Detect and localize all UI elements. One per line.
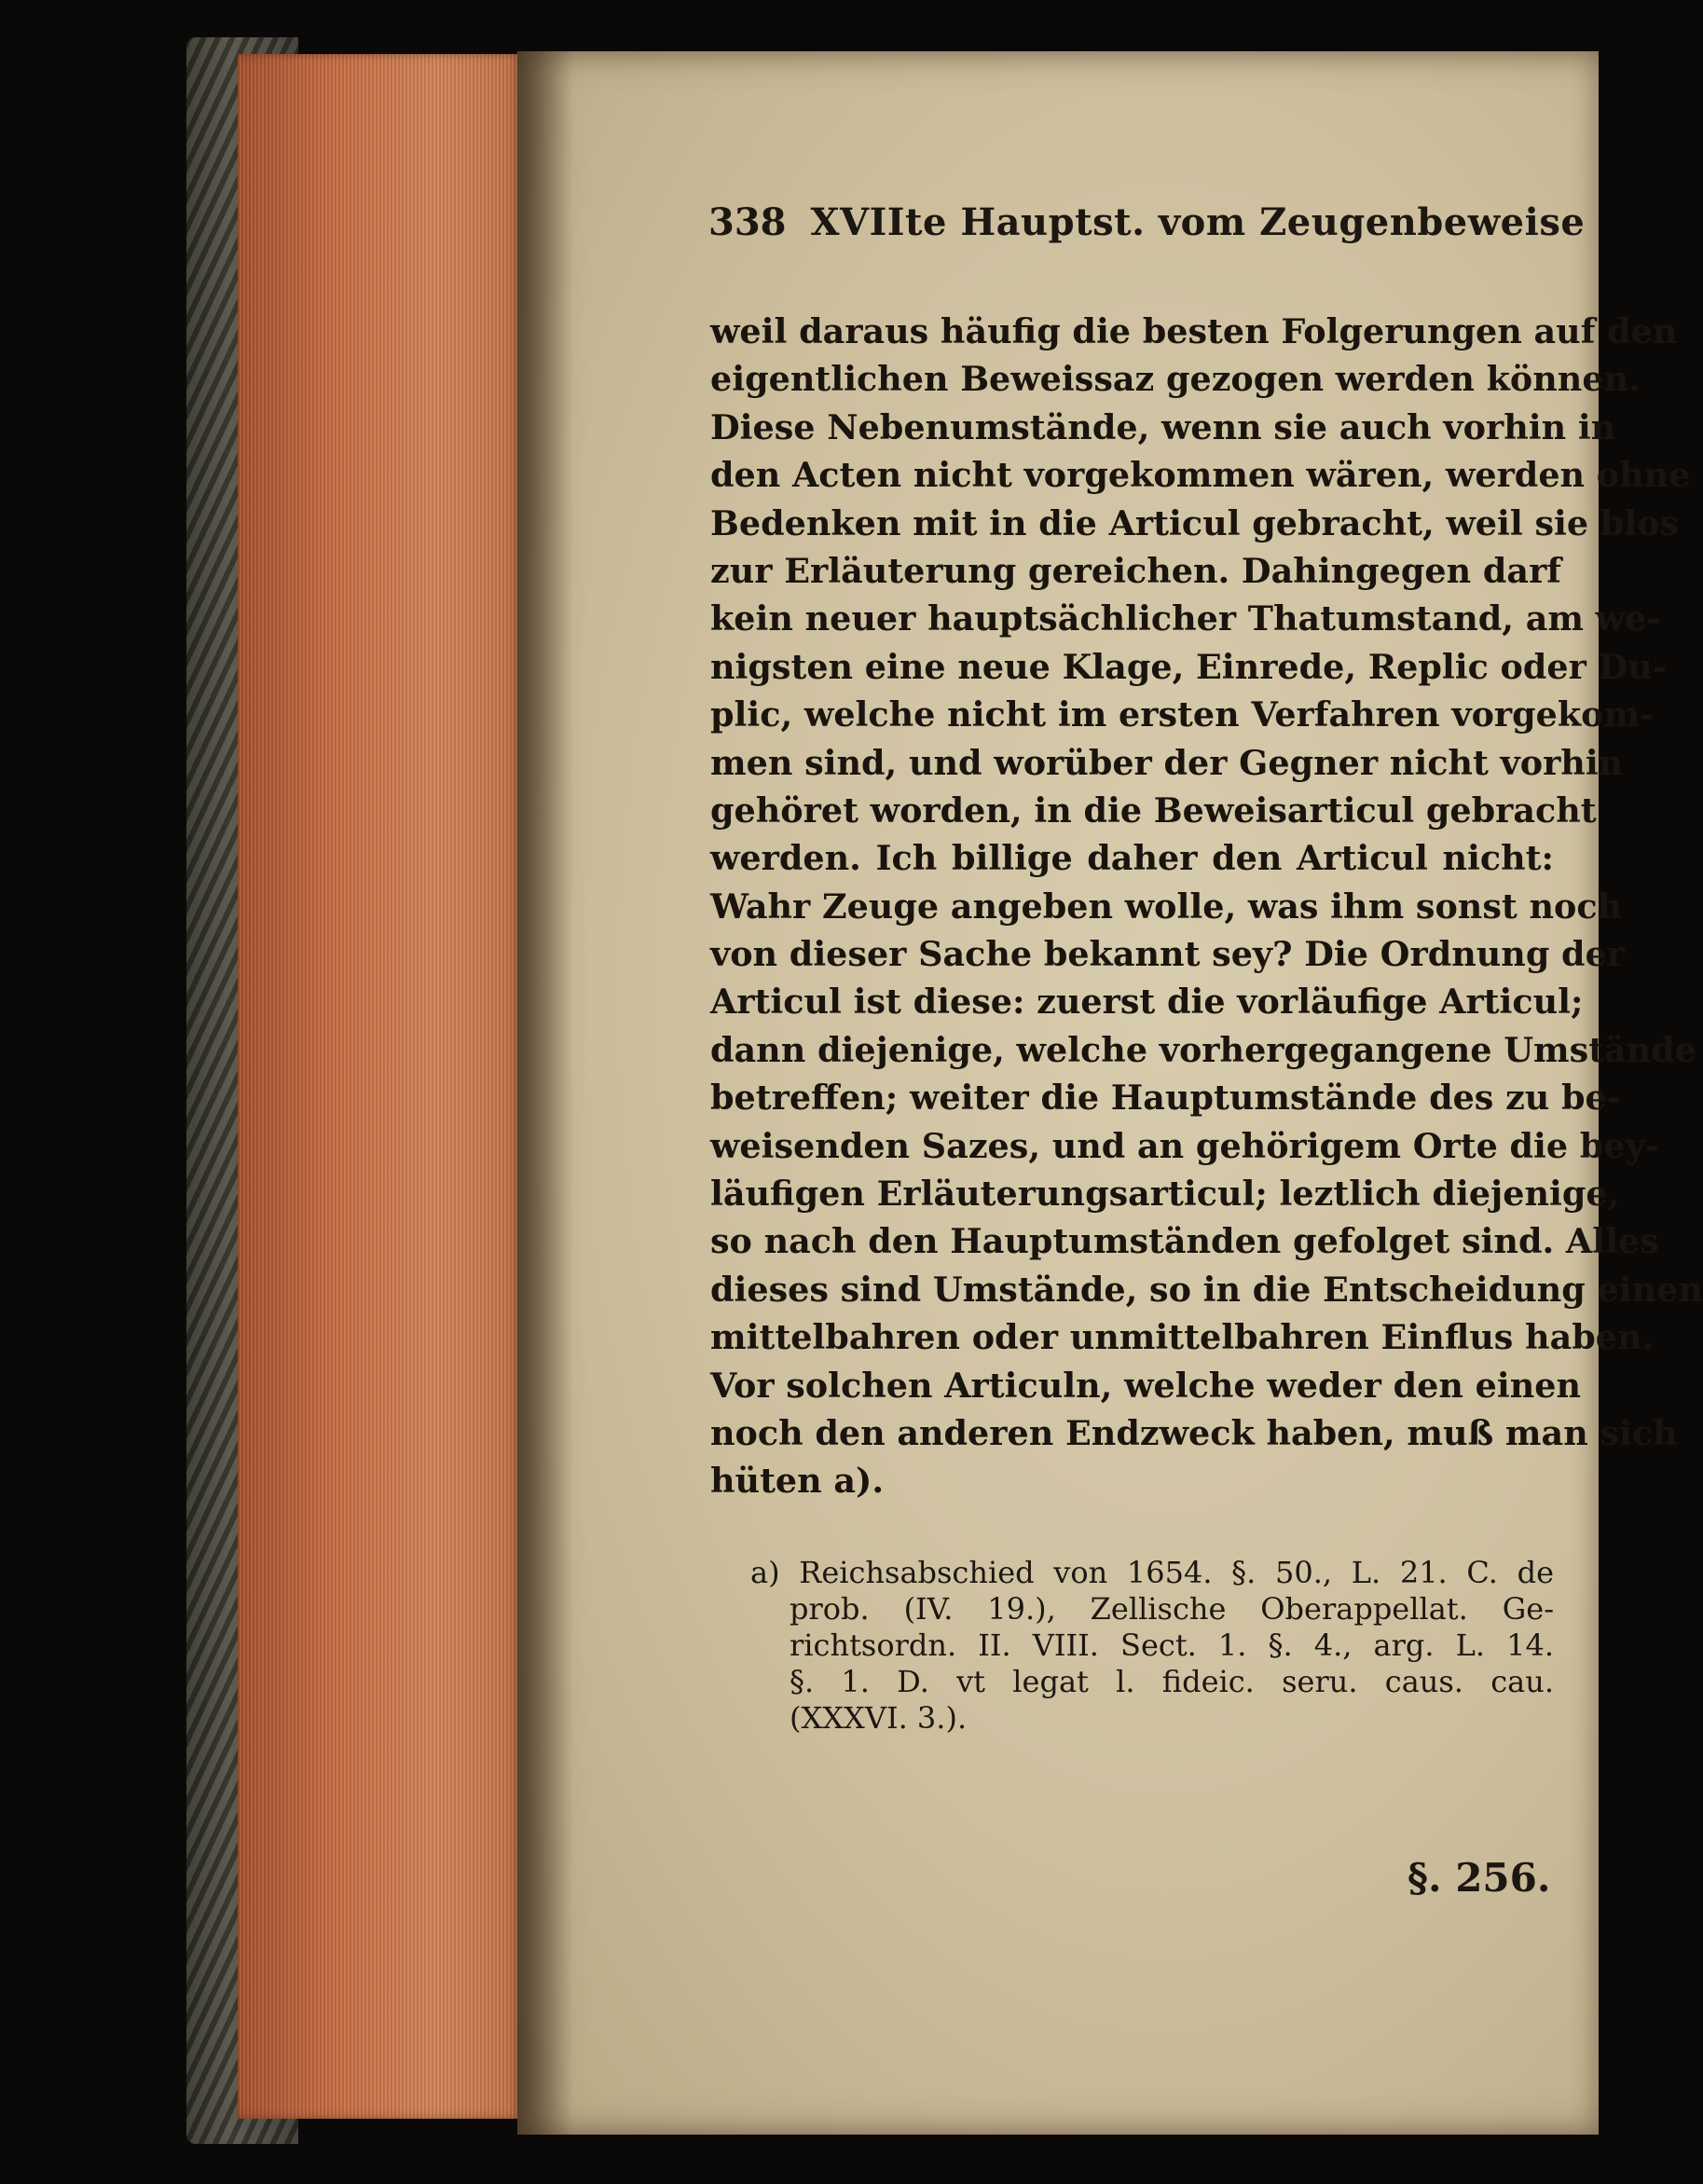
- text-line: mittelbahren oder unmittelbahren Einflus haben.: [710, 1317, 1655, 1358]
- running-head-title: XVIIte Hauptst. vom Zeugenbeweise: [810, 200, 1586, 244]
- page-number: 338: [708, 200, 787, 244]
- footnote-line: richtsordn. II. VIII. Sect. 1. §. 4., arg. L. 14.: [790, 1628, 1554, 1663]
- text-line: gehöret worden, in die Beweisarticul gebracht: [710, 790, 1597, 831]
- text-line: plic, welche nicht im ersten Verfahren vorgekom-: [710, 694, 1655, 735]
- text-line: Articul ist diese: zuerst die vorläufige Articul;: [710, 982, 1584, 1023]
- running-head: [708, 200, 1586, 244]
- text-line: läufigen Erläuterungsarticul; leztlich diejenige,: [710, 1174, 1620, 1215]
- text-line: men sind, und worüber der Gegner nicht vorhin: [710, 742, 1624, 783]
- text-line: so nach den Hauptumständen gefolget sind. Alles: [710, 1221, 1659, 1262]
- text-line: werden. Ich billige daher den Articul nicht:: [710, 838, 1554, 879]
- text-line: weisenden Sazes, und an gehörigem Orte die bey-: [710, 1125, 1659, 1166]
- text-line: Bedenken mit in die Articul gebracht, weil sie blos: [710, 502, 1680, 543]
- footnote-line: a) Reichsabschied von 1654. §. 50., L. 21. C. de: [750, 1555, 1554, 1590]
- page-edge: [238, 54, 522, 2119]
- text-line: Wahr Zeuge angeben wolle, was ihm sonst noch: [710, 886, 1623, 927]
- text-line: weil daraus häufig die besten Folgerungen auf den: [710, 311, 1678, 351]
- text-line: nigsten eine neue Klage, Einrede, Replic oder Du-: [710, 646, 1667, 687]
- text-line: von dieser Sache bekannt sey? Die Ordnung der: [710, 934, 1626, 975]
- text-line: dann diejenige, welche vorhergegangene Umstände: [710, 1029, 1696, 1070]
- text-line: hüten a).: [710, 1461, 885, 1502]
- catchword: §. 256.: [1408, 1855, 1551, 1901]
- text-line: den Acten nicht vorgekommen wären, werden ohne: [710, 455, 1691, 496]
- text-line: zur Erläuterung gereichen. Dahingegen darf: [710, 550, 1561, 591]
- text-line: noch den anderen Endzweck haben, muß man sich: [710, 1412, 1678, 1453]
- footnote: [750, 1555, 1554, 1737]
- body-text: [710, 308, 1703, 1505]
- footnote-line: (XXXVI. 3.).: [790, 1700, 968, 1736]
- text-line: Vor solchen Articuln, welche weder den einen: [710, 1365, 1581, 1406]
- footnote-line: prob. (IV. 19.), Zellische Oberappellat. Ge-: [790, 1591, 1554, 1627]
- text-line: kein neuer hauptsächlicher Thatumstand, am we-: [710, 598, 1661, 639]
- text-line: dieses sind Umstände, so in die Entscheidung einen: [710, 1269, 1703, 1310]
- gutter-shadow: [517, 51, 573, 2135]
- text-line: betreffen; weiter die Hauptumstände des zu be-: [710, 1078, 1621, 1119]
- text-line: eigentlichen Beweissaz gezogen werden können.: [710, 359, 1641, 400]
- footnote-line: §. 1. D. vt legat l. fideic. seru. caus. cau.: [790, 1664, 1554, 1699]
- text-line: Diese Nebenumstände, wenn sie auch vorhin in: [710, 406, 1616, 447]
